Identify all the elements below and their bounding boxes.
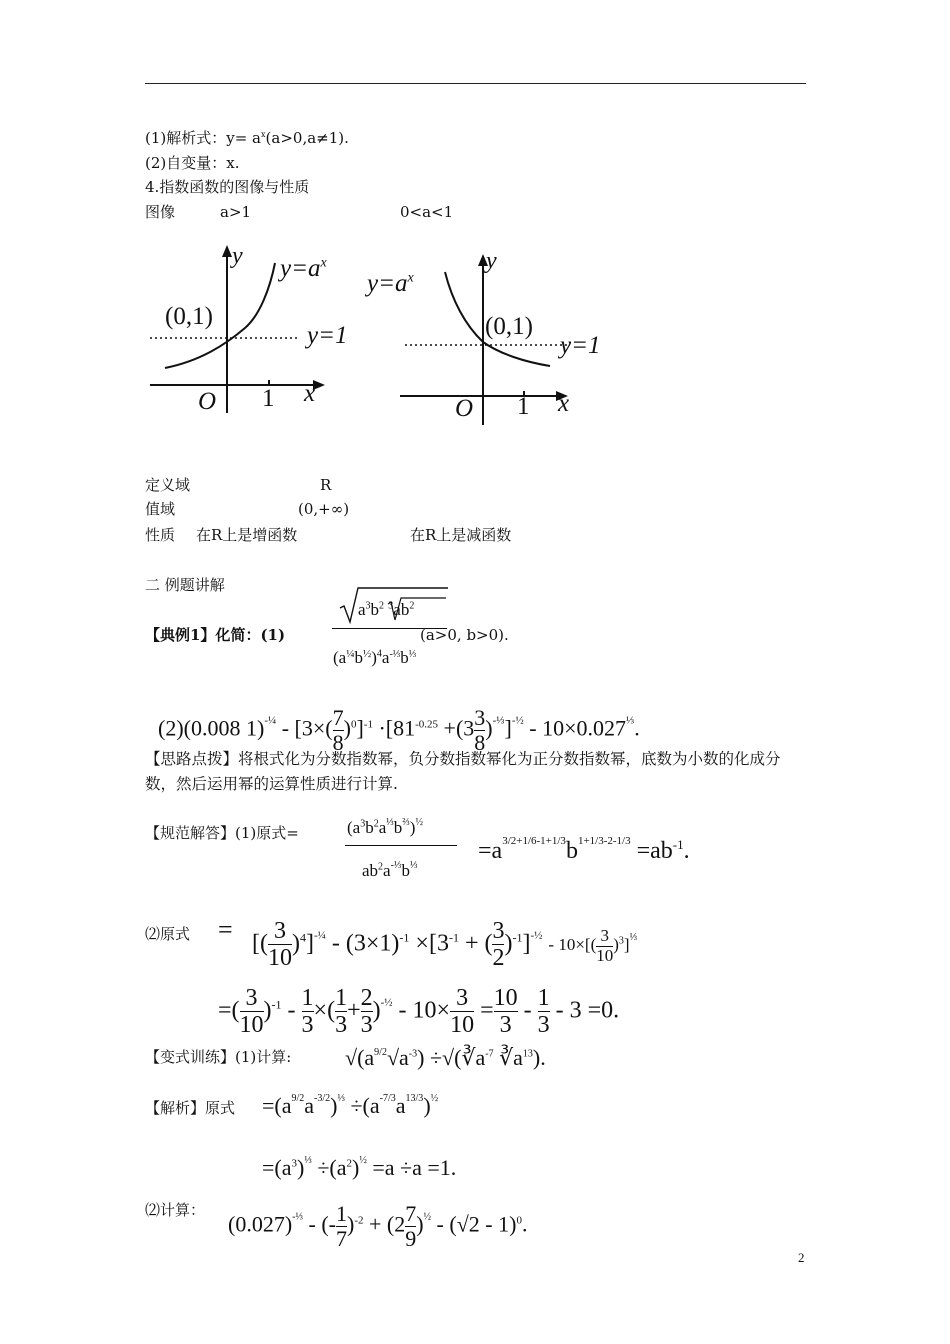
calc2-label: ⑵计算： [145,1201,206,1219]
analysis-line2: $=(a^3)^{\frac{1}{3}} \div(a^2)^{\frac{1}{2}} =a \div a =1$. [262,1155,457,1180]
function-label: $y=a^x$ [280,255,327,282]
asymptote-label: y=1 [560,332,601,359]
asymptote-label: y=1 [307,322,348,349]
solution-label: 【规范解答】(1)原式= [145,824,299,842]
solution2-line1: [( $\frac{3}{10}$ )$^4]^{-\frac{1}{4}} - (3\times 1)^{-1} \times[3^{-1}$ + ( $\frac{3}{2}$ )$^{-1}$]$^{-\frac{1}{2}}$ - 10×[( $\frac{3}{10}$ )$^3$]$^{\frac{1}{3}}$ [252,918,638,972]
solution-result: $=a^{3/2+1/6-1+1/3}b^{1+1/3-2-1/3} =ab^{-1}$. [478,835,690,864]
y-axis-label: y [232,243,243,269]
analysis-label: 【解析】原式 [145,1099,236,1117]
solution2-line2: =( $\frac{3}{10}$ )$^{-1}$ - $\frac{1}{3}$ ×( $\frac{1}{3}$ + $\frac{2}{3}$ )$^{-\frac{1}{2}}$ - 10× $\frac{3}{10}$ = $\frac{10}{3}$ - $\frac{1}{3}$ - 3 =0. [218,985,620,1039]
origin-label: O [198,388,217,415]
solution-numerator: $(a^3b^2a^{\frac{1}{3}}b^{\frac{2}{3}})^{\frac{1}{2}}$ [347,817,423,837]
example-label: 【典例1】化简：(1) [145,626,286,644]
tick-one: 1 [262,385,275,412]
graph-label: 图像 [145,203,176,221]
tick-one: 1 [517,393,530,420]
fraction-bar [345,845,457,846]
case-a-gt-1: a>1 [220,203,252,221]
point-label: (0,1) [165,303,213,330]
calc2-expression: $(0.027)^{-\frac{1}{3}}$ - (- $\frac{1}{7}$ )$^{-2}$ + (2 $\frac{7}{9}$ )$^{\frac{1}{2}}$ - (√2 - 1)$^0$. [228,1201,528,1252]
variable-line: (2)自变量：x. [145,154,240,172]
domain-value: R [320,476,332,494]
page-number: 2 [798,1250,805,1265]
origin-label: O [455,395,474,422]
solution2-label: ⑵原式 [145,925,191,943]
solution2-equals: = [218,915,233,944]
variant-label: 【变式训练】(1)计算: [145,1048,292,1066]
x-axis-label: x [304,380,316,407]
example1-denominator: $(a^{\frac{1}{4}}b^{\frac{1}{2}})^4a^{-\frac{1}{3}}b^{\frac{1}{3}}$ [333,648,417,667]
function-label: $y=a^x$ [367,270,414,297]
x-axis-label: x [558,390,570,417]
point-label: (0,1) [485,313,533,340]
property-decreasing: 在R上是减函数 [410,526,512,544]
formula-line: (1)解析式：$y= a^x(a>0,a\ne 1)$. [145,129,349,147]
example1-part2: (2)(0.008 1)$^{-\frac{1}{4}}$ - [3×( $\frac{7}{8}$ )$^0]^{-1} \cdot[81^{-0.25} +(3$ $\frac{3}{8}$ )$^{-\frac{1}{3}}]^{-\frac{1}{2}} - 10\times 0.027^{\frac{1}{3}}$. [158,705,640,756]
property-label: 性质 [145,526,176,544]
hint-line1: 【思路点拨】将根式化为分数指数幂，负分数指数幂化为正分数指数幂，底数为小数的化成分 [145,750,781,768]
y-axis-label: y [486,248,497,274]
case-a-lt-1: 0<a<1 [400,203,454,221]
range-value: (0,+∞) [298,500,350,518]
section-title: 二 例题讲解 [145,576,225,594]
hint-line2: 数，然后运用幂的运算性质进行计算. [145,775,398,793]
range-label: 值域 [145,500,176,518]
domain-label: 定义域 [145,476,191,494]
solution-denominator: $ab^2a^{-\frac{1}{3}}b^{\frac{1}{3}}$ [362,860,418,880]
analysis-line1: $=(a^{9/2}a^{-3/2})^{\frac{1}{3}} \div(a^{-7/3}a^{13/3})^{\frac{1}{2}}$ [262,1093,439,1118]
property-increasing: 在R上是增函数 [196,526,298,544]
example1-numerator: $a^3b^2$ $^3ab^2$ [358,600,415,619]
header-rule [145,83,806,84]
section-heading: 4.指数函数的图像与性质 [145,178,310,196]
example1-condition: (a>0, b>0). [420,626,509,644]
variant1-expression: $√(a^{9/2}√a^{-3})$ $\div√(∛a^{-7}$ $∛a^{13}$). [345,1045,546,1070]
